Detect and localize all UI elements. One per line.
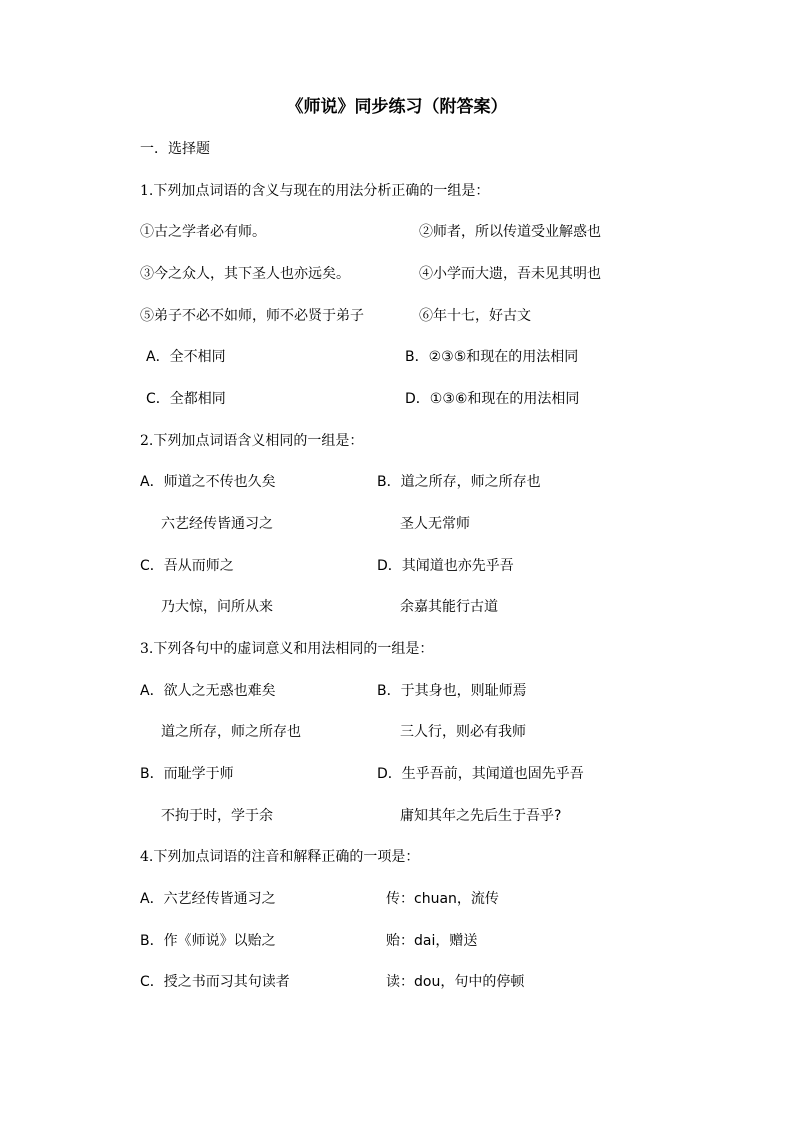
q3-option-b-second-line2: 不拘于时，学于余 <box>161 808 273 824</box>
q2-option-a-line2: 六艺经传皆通习之 <box>161 516 273 532</box>
q1-item-3: ③今之众人，其下圣人也亦远矣。 <box>140 266 350 282</box>
q3-option-d-line2: 庸知其年之先后生于吾乎? <box>400 808 562 824</box>
q1-item-6: ⑥年十七，好古文 <box>419 308 531 324</box>
q1-item-1: ①古之学者必有师。 <box>140 224 266 240</box>
q3-option-b-line2: 三人行，则必有我师 <box>400 724 526 740</box>
q1-item-2: ②师者，所以传道受业解惑也 <box>419 224 601 240</box>
q3-option-d: D．生乎吾前，其闻道也固先乎吾 <box>377 766 584 782</box>
q1-option-d: D．①③⑥和现在的用法相同 <box>405 391 580 407</box>
q3-stem: 3.下列各句中的虚词意义和用法相同的一组是： <box>140 641 434 657</box>
q2-stem: 2.下列加点词语含义相同的一组是： <box>140 433 364 449</box>
q3-option-b: B．于其身也，则耻师焉 <box>377 683 527 699</box>
q3-option-b-second: B．而耻学于师 <box>140 766 234 782</box>
q3-option-a: A．欲人之无惑也难矣 <box>140 683 276 699</box>
q2-option-c-line2: 乃大惊，问所从来 <box>161 599 273 615</box>
q1-stem: 1.下列加点词语的含义与现在的用法分析正确的一组是： <box>140 183 490 199</box>
q2-option-c: C．吾从而师之 <box>140 558 234 574</box>
document-title: 《师说》同步练习（附答案） <box>286 97 508 117</box>
q4-note-c: 读：dou，句中的停顿 <box>386 974 525 990</box>
q4-note-b: 贻：dai，赠送 <box>386 933 478 949</box>
q2-option-d-line2: 余嘉其能行古道 <box>400 599 498 615</box>
q2-option-b: B．道之所存，师之所存也 <box>377 474 541 490</box>
q1-option-a: A．全不相同 <box>146 349 226 365</box>
q4-option-b: B．作《师说》以贻之 <box>140 933 276 949</box>
q1-option-b: B．②③⑤和现在的用法相同 <box>405 349 579 365</box>
q4-option-a: A．六艺经传皆通习之 <box>140 891 276 907</box>
q2-option-a: A．师道之不传也久矣 <box>140 474 276 490</box>
q4-note-a: 传：chuan，流传 <box>386 891 499 907</box>
q1-option-c: C．全都相同 <box>146 391 226 407</box>
q1-item-4: ④小学而大遗，吾未见其明也 <box>419 266 601 282</box>
q2-option-b-line2: 圣人无常师 <box>400 516 470 532</box>
q1-item-5: ⑤弟子不必不如师，师不必贤于弟子 <box>140 308 364 324</box>
q3-option-a-line2: 道之所存，师之所存也 <box>161 724 301 740</box>
section-heading: 一．选择题 <box>140 141 210 157</box>
q4-option-c: C．授之书而习其句读者 <box>140 974 290 990</box>
q4-stem: 4.下列加点词语的注音和解释正确的一项是： <box>140 849 420 865</box>
q2-option-d: D．其闻道也亦先乎吾 <box>377 558 514 574</box>
